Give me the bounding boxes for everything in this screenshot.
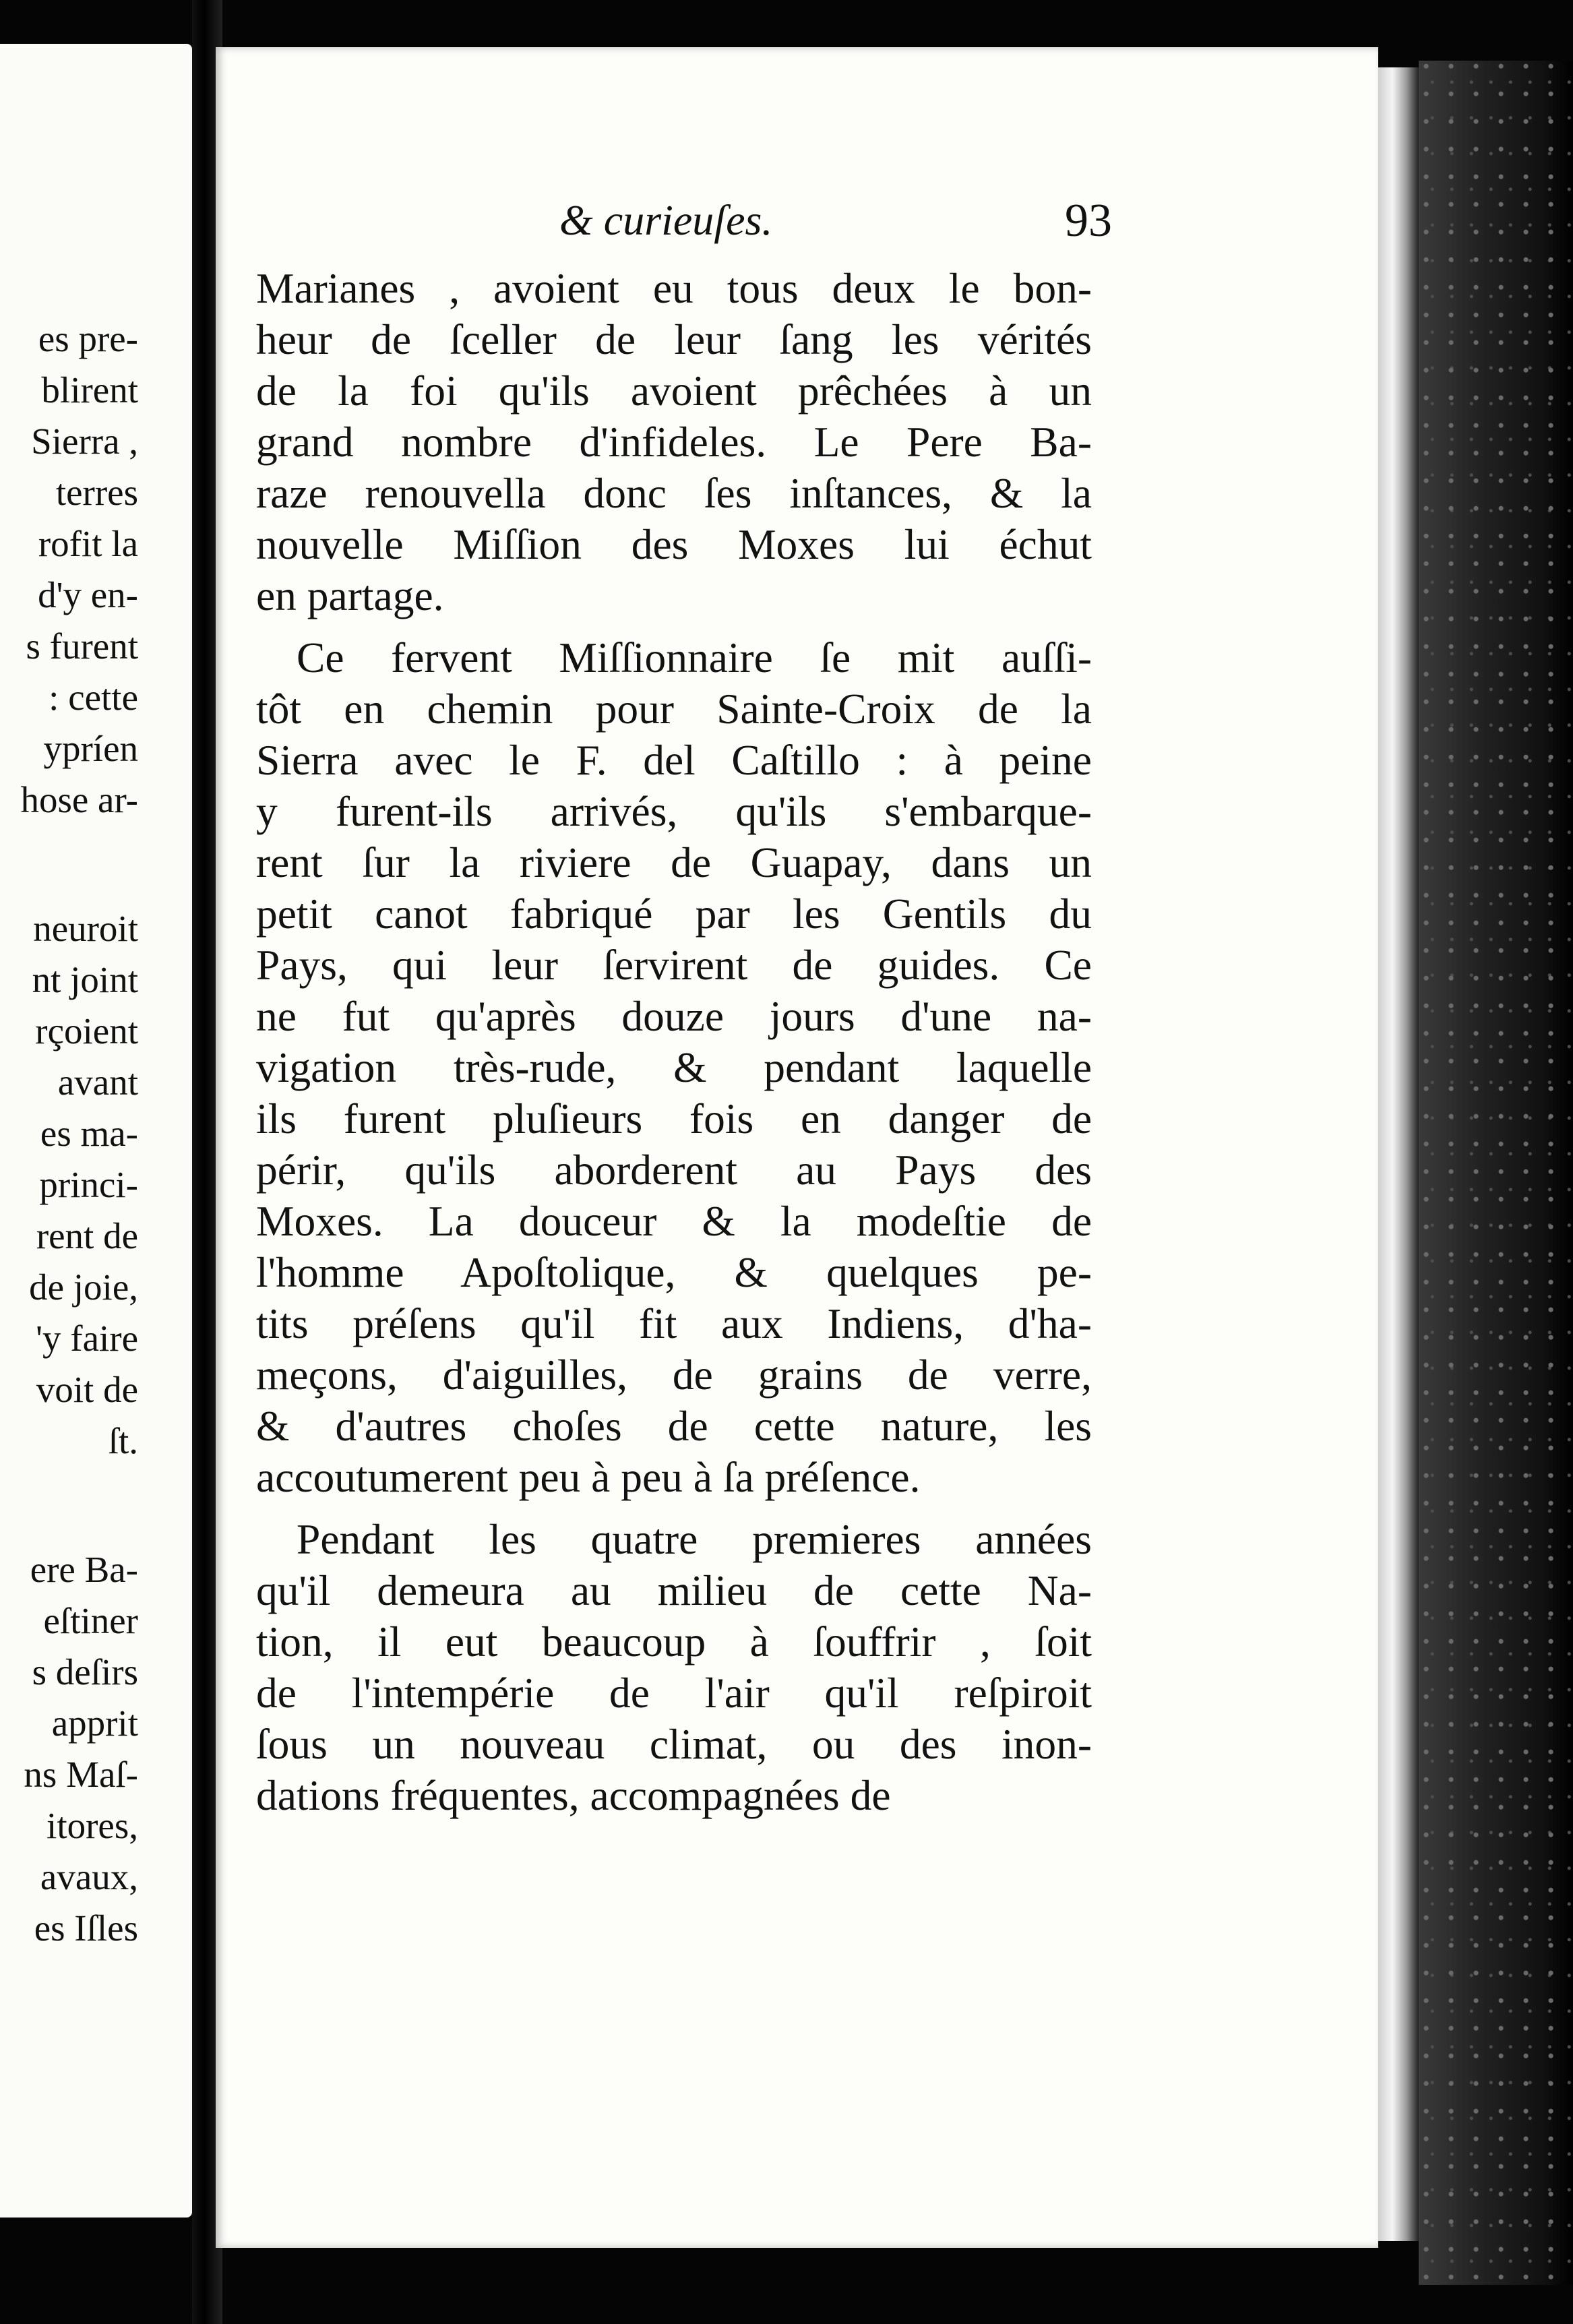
left-page-line: s furent [26,625,138,667]
left-page-line: Sierra , [31,421,138,462]
text-line: Pendant les quatre premieres années [297,1515,1092,1563]
left-page-line: neuroit [33,908,138,949]
text-line: y furent-ils arrivés, qu'ils s'embarque- [256,787,1092,835]
left-page-line: ypríen [43,728,138,769]
text-line: grand nombre d'infideles. Le Pere Ba- [256,418,1092,466]
book-block-edge [1419,61,1573,2285]
text-line: tion, il eut beaucoup à ſouffrir , ſoit [256,1618,1092,1665]
left-page-line: nt joint [32,959,138,1000]
running-head-title: & curieuſes. [559,196,773,244]
paragraph-gap [256,1503,1092,1514]
left-page-line: hose ar- [20,779,138,820]
left-page-line: ns Maſ- [24,1754,138,1795]
text-line: meçons, d'aiguilles, de grains de verre, [256,1351,1092,1399]
left-page-line: apprit [51,1703,138,1744]
text-line: tôt en chemin pour Sainte-Croix de la [256,685,1092,733]
left-page-line: blirent [41,369,138,410]
text-line: qu'il demeura au milieu de cette Na- [256,1566,1092,1614]
left-page-line: es Iſles [34,1907,138,1949]
text-line: accoutumerent peu à peu à ſa préſence. [256,1453,921,1501]
text-line: périr, qu'ils aborderent au Pays des [256,1146,1092,1194]
text-line: & d'autres choſes de cette nature, les [256,1402,1092,1450]
text-line: Moxes. La douceur & la modeſtie de [256,1197,1092,1245]
text-line: l'homme Apoſtolique, & quelques pe- [256,1248,1092,1296]
left-page-line: s deſirs [32,1651,138,1692]
text-line: Sierra avec le F. del Caſtillo : à peine [256,736,1092,784]
left-page-line: 'y faire [36,1318,138,1359]
text-line: Marianes , avoient eu tous deux le bon- [256,264,1092,312]
left-page-line: es ma- [40,1113,138,1154]
text-line: nouvelle Miſſion des Moxes lui échut [256,520,1092,568]
text-line: tits préſens qu'il fit aux Indiens, d'ha- [256,1299,1092,1347]
left-page-line: avaux, [40,1856,138,1897]
running-head [350,189,1112,256]
left-page-line [0,826,138,903]
text-line: petit canot fabriqué par les Gentils du [256,890,1092,938]
left-page-line: princi- [39,1164,138,1205]
left-page-line: : cette [49,677,138,718]
text-line: en partage. [256,572,444,619]
left-facing-page [0,44,192,2218]
left-page-line: rçoient [35,1010,138,1051]
paragraph-gap [256,621,1092,632]
left-page-line: rofit la [38,523,138,564]
left-page-line [0,1467,138,1544]
page-number: 93 [1065,195,1112,247]
text-line: vigation très-rude, & pendant laquelle [256,1043,1092,1091]
text-line: dations fréquentes, accompagnées de [256,1771,891,1819]
left-page-line: eſtiner [43,1600,138,1641]
paragraph [256,1514,1092,1821]
text-line: raze renouvella donc ſes inſtances, & la [256,469,1092,517]
text-line: ne fut qu'après douze jours d'une na- [256,992,1092,1040]
page-fore-edge [1378,67,1419,2241]
left-page-line: d'y en- [38,574,138,615]
text-line: de l'intempérie de l'air qu'il reſpiroit [256,1669,1092,1717]
text-line: heur de ſceller de leur ſang les vérités [256,315,1092,363]
text-line: ſous un nouveau climat, ou des inon- [256,1720,1092,1768]
page-body [256,263,1092,1821]
paragraph [256,632,1092,1503]
paragraph [256,263,1092,621]
text-line: ils furent pluſieurs fois en danger de [256,1095,1092,1142]
left-page-line: de joie, [29,1266,138,1308]
left-page-text [0,313,138,1954]
left-page-line: rent de [36,1215,138,1256]
left-page-line: ſt. [108,1420,138,1461]
text-line: rent ſur la riviere de Guapay, dans un [256,838,1092,886]
text-line: Ce fervent Miſſionnaire ſe mit auſſi- [297,634,1092,681]
left-page-line: ere Ba- [30,1549,138,1590]
left-page-line: terres [55,472,138,513]
text-line: Pays, qui leur ſervirent de guides. Ce [256,941,1092,989]
left-page-line: avant [57,1062,138,1103]
left-page-line: itores, [47,1805,138,1846]
text-line: de la foi qu'ils avoient prêchées à un [256,367,1092,415]
left-page-line: es pre- [38,318,138,359]
left-page-line: voit de [36,1369,138,1410]
